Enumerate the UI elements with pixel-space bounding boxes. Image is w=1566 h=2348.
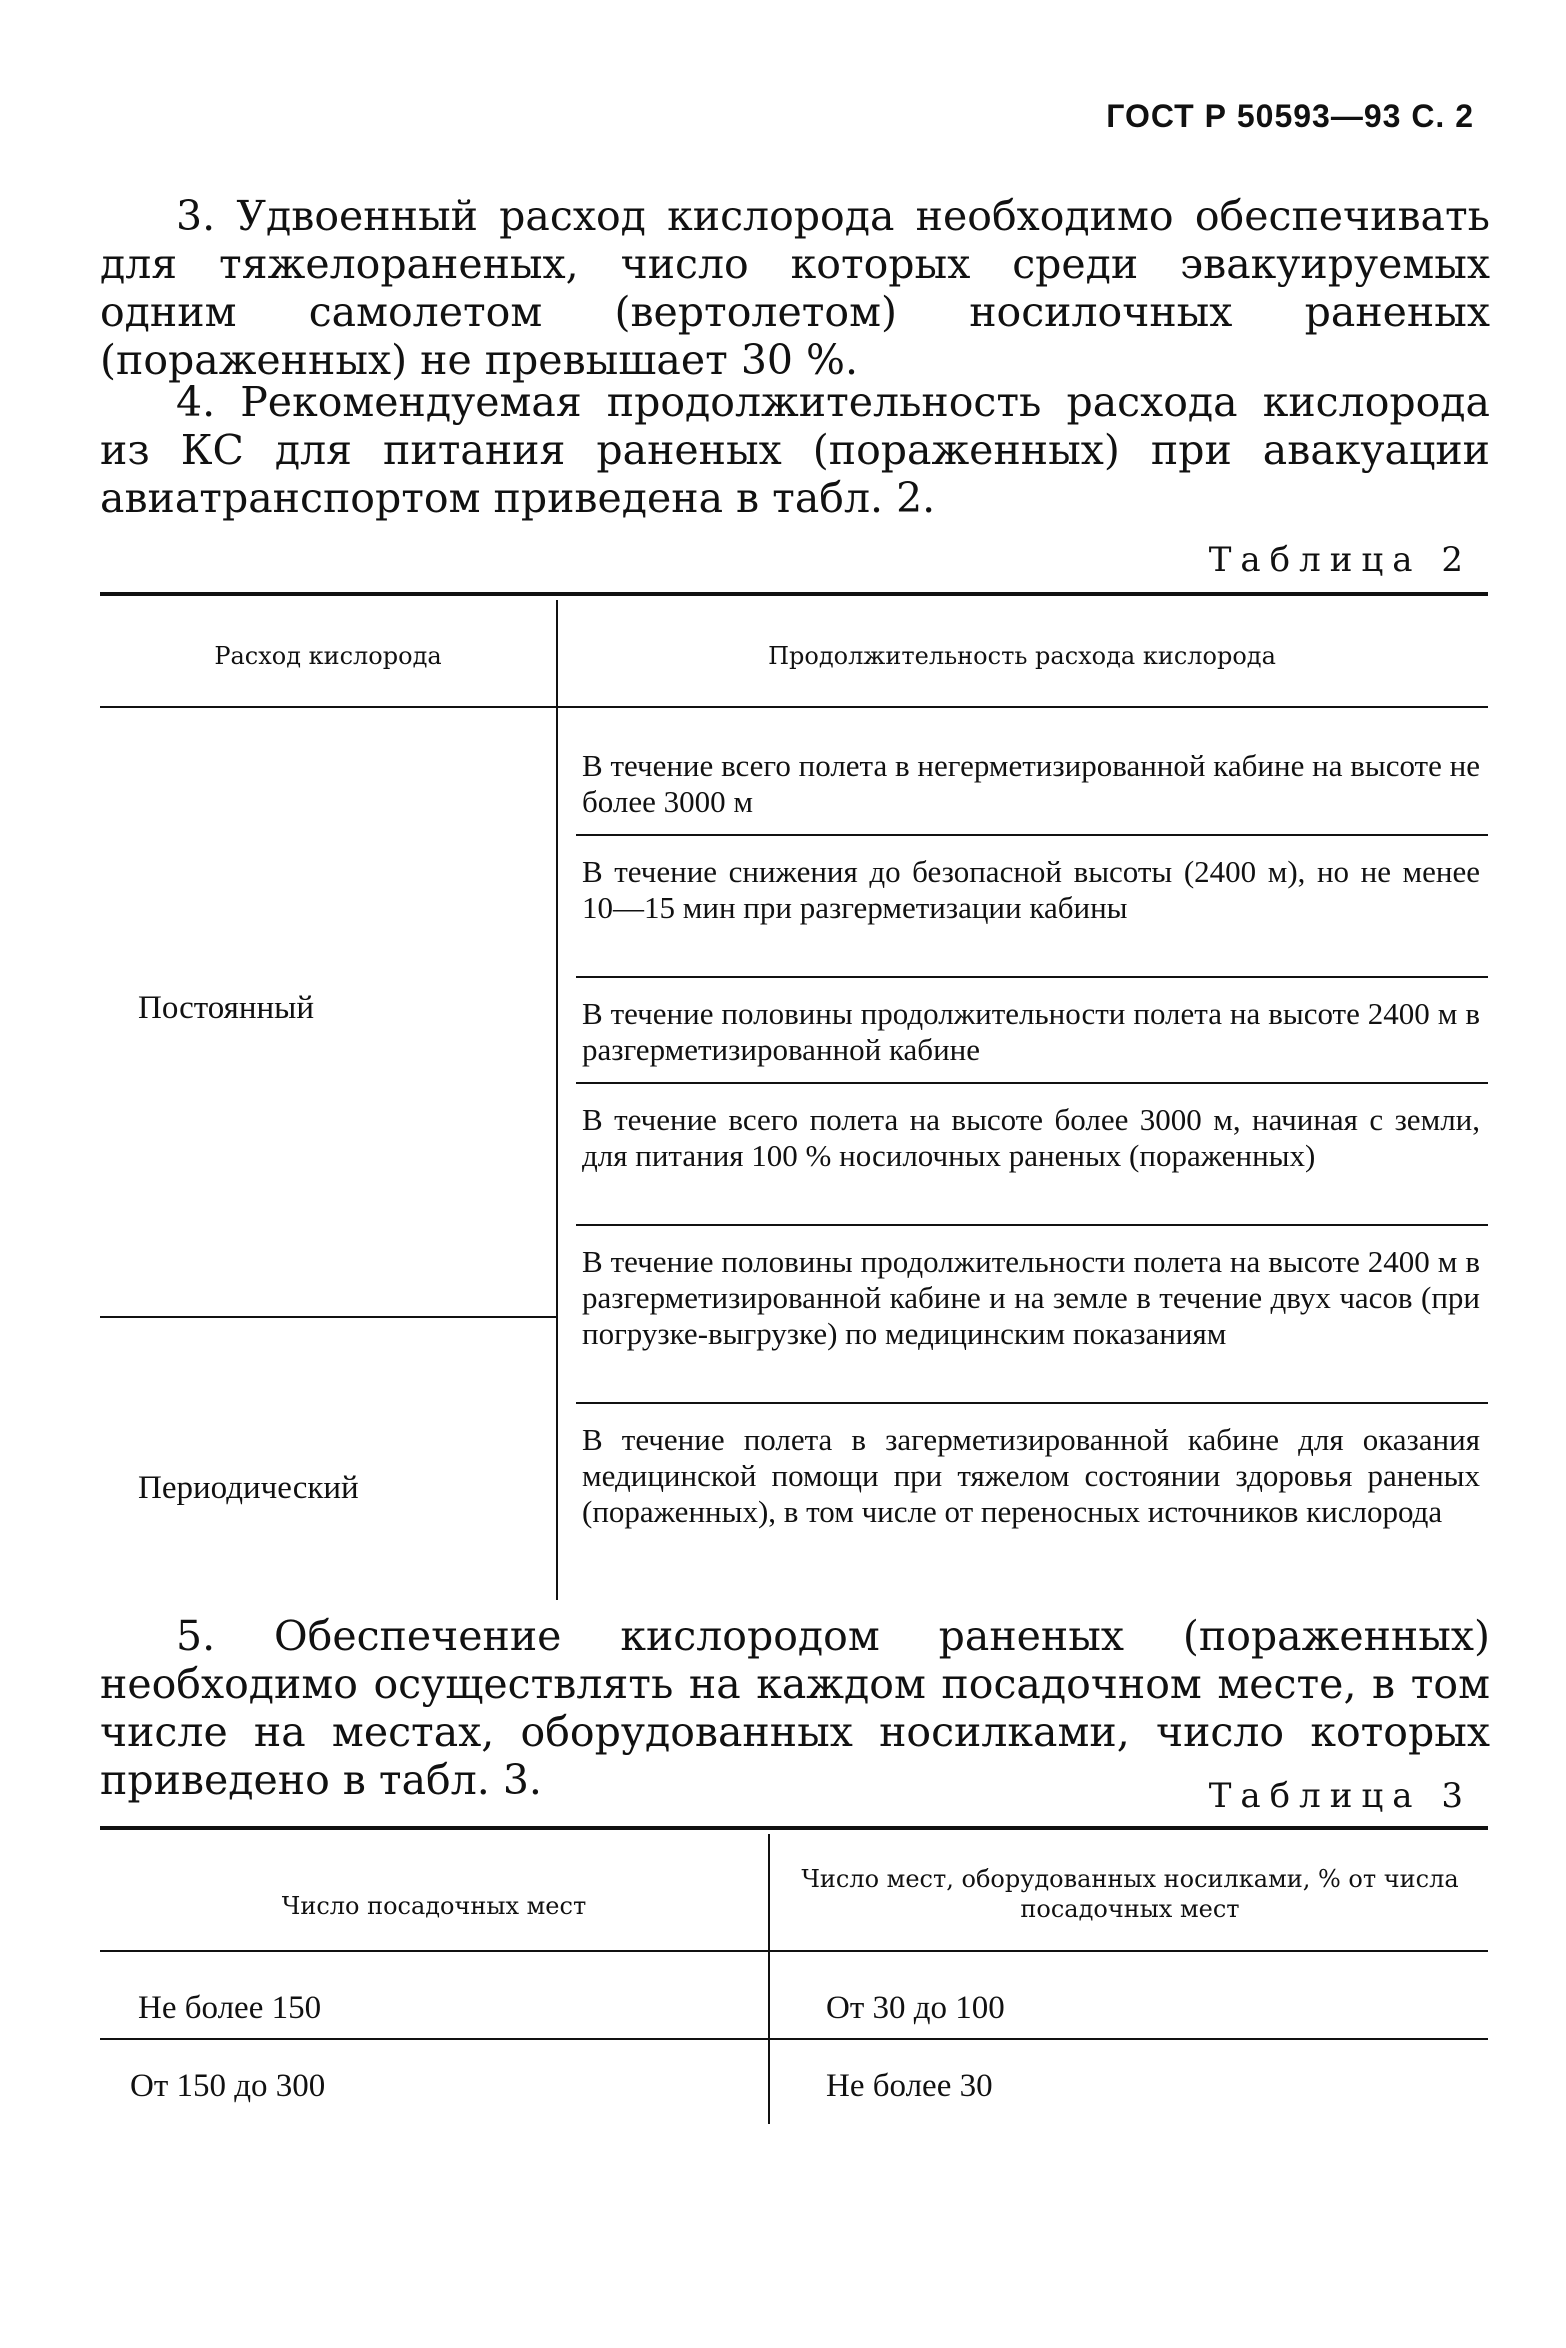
table3-row-rule: [100, 2038, 1488, 2040]
table2-caption: Таблица 2: [1208, 540, 1472, 580]
table3-cell: Не более 150: [138, 1990, 322, 2026]
paragraph-5: 5. Обеспечение кислородом раненых (пораженных) необходимо осуществлять на каждом посадочном месте, в том числе на местах, оборудованных носилками, число которых приведено в табл. 3.: [100, 1612, 1490, 1804]
table2-header-rule: [100, 706, 1488, 708]
table3-header-seats: Число посадочных мест: [281, 1892, 587, 1920]
table2-item: В течение полета в загерметизированной кабине для оказания медицинской помощи при тяжелом состоянии здоровья раненых (пораженных), в том числе от переносных источников кислорода: [582, 1422, 1480, 1529]
table2-label-periodic: Периодический: [138, 1470, 359, 1506]
table3-caption: Таблица 3: [1208, 1776, 1472, 1816]
table3-cell: От 150 до 300: [130, 2068, 326, 2104]
table3-header-stretchers: Число мест, оборудованных носилками, % от числа посадочных мест: [801, 1865, 1459, 1923]
table3-cell: Не более 30: [826, 2068, 993, 2104]
table2-item: В течение половины продолжительности полета на высоте 2400 м в разгерметизированной кабине: [582, 996, 1480, 1067]
table3-top-rule: [100, 1826, 1488, 1830]
table2-label-constant: Постоянный: [138, 990, 314, 1026]
table3-cell: От 30 до 100: [826, 1990, 1005, 2026]
table2-item-rule: [576, 834, 1488, 836]
table2-item-rule: [576, 976, 1488, 978]
paragraph-3: 3. Удвоенный расход кислорода необходимо обеспечивать для тяжелораненых, число которых среди эвакуируемых одним самолетом (вертолетом) носилочных раненых (пораженных) не превышает 30 %.: [100, 192, 1490, 384]
table2-group-rule: [100, 1316, 556, 1318]
paragraph-4: 4. Рекомендуемая продолжительность расхода кислорода из КС для питания раненых (пораженных) при авакуации авиатранспортом приведена в табл. 2.: [100, 378, 1490, 522]
table2-header-consumption: Расход кислорода: [214, 642, 442, 670]
table2-item: В течение снижения до безопасной высоты (2400 м), но не менее 10—15 мин при разгерметизации кабины: [582, 854, 1480, 925]
table2-item-rule: [576, 1224, 1488, 1226]
table3-column-divider: [768, 1834, 770, 2124]
table2-item: В течение всего полета в негерметизированной кабине на высоте не более 3000 м: [582, 748, 1480, 819]
page-header: ГОСТ Р 50593—93 С. 2: [1106, 98, 1474, 134]
table2-column-divider: [556, 600, 558, 1600]
table2-item: В течение половины продолжительности полета на высоте 2400 м в разгерметизированной кабине и на земле в течение двух часов (при погрузке-выгрузке) по медицинским показаниям: [582, 1244, 1480, 1351]
table2-item-rule: [576, 1082, 1488, 1084]
table3-header-rule: [100, 1950, 1488, 1952]
table2-top-rule: [100, 592, 1488, 596]
table2-item-rule: [576, 1402, 1488, 1404]
table2-header-duration: Продолжительность расхода кислорода: [768, 642, 1276, 670]
table2-item: В течение всего полета на высоте более 3000 м, начиная с земли, для питания 100 % носилочных раненых (пораженных): [582, 1102, 1480, 1173]
